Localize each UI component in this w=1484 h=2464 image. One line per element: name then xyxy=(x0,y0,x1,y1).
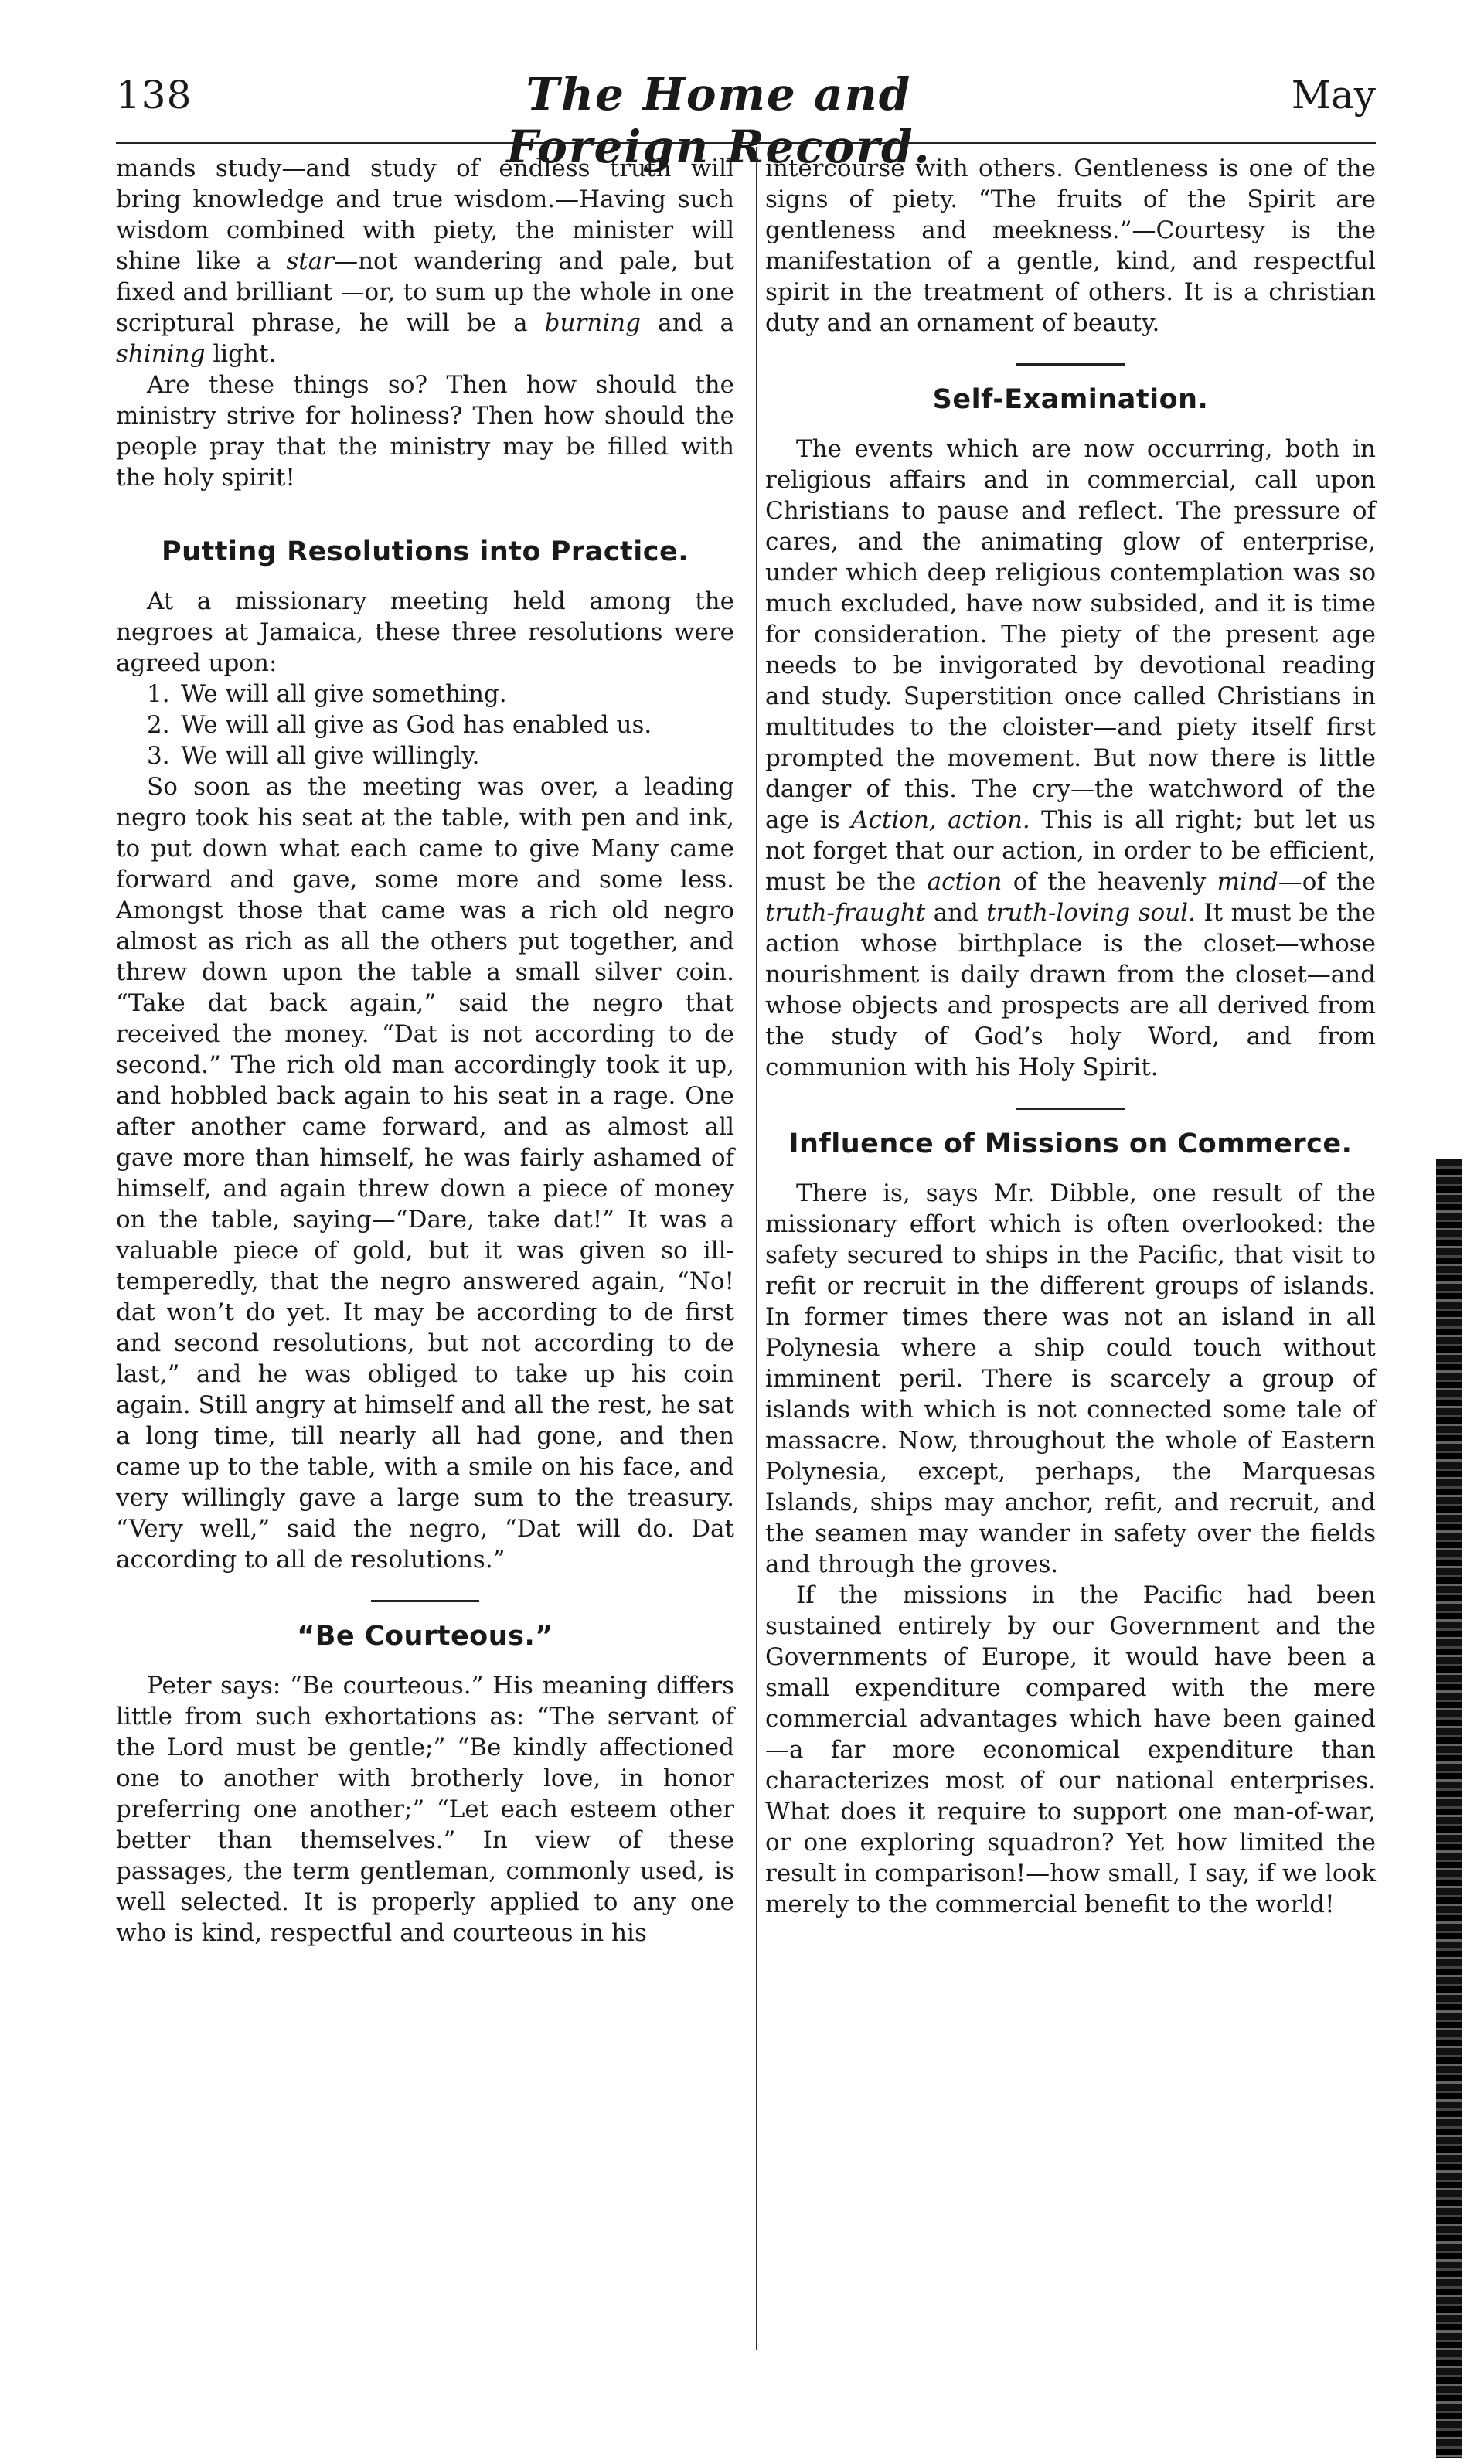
intro-paragraph: mands study—and study of endless truth will bring knowledge and true wisdom.—Having such wisdom combined with piety, the minister will shine like a star—not wandering and pale, but fixed and brilliant —or, to sum up the whole in one scriptural phrase, he will be a burning and a shining light. xyxy=(116,155,735,368)
issue-month: May xyxy=(1291,73,1376,117)
paragraph: Peter says: “Be courteous.” His meaning differs little from such exhortations as: “The servant of the Lord must be gentle;” “Be kindly affectioned one to another with brotherly love, in honor preferring one another;” “Let each esteem other better than themselves.” In view of these passages, the term gentleman, commonly used, is well selected. It is properly applied to any one who is kind, respectful and courteous in his xyxy=(116,1672,734,1947)
list-item: 3. We will all give willingly. xyxy=(147,742,480,770)
scan-edge-mark xyxy=(1436,1159,1462,2458)
journal-title: The Home and Foreign Record. xyxy=(506,68,931,173)
header-rule xyxy=(116,142,1376,144)
paragraph: Are these things so? Then how should the ministry strive for holiness? Then how should the people pray that the ministry may be filled with the holy spirit! xyxy=(116,371,734,492)
column-divider xyxy=(756,147,757,2350)
paragraph: So soon as the meeting was over, a leading negro took his seat at the table, with pen and ink, to put down what each came to give Many came forward and gave, some more and some less. Amongst those that came was a rich old negro almost as rich as all the others put together, and threw down upon the table a small silver coin. “Take dat back again,” said the negro that received the money. “Dat is not according to de second.” The rich old man accordingly took it up, and hobbled back again to his seat in a rage. One after another came forward, and as almost all gave more than himself, he was fairly ashamed of himself, and again threw down a piece of money on the table, saying—“Dare, take dat!” It was a valuable piece of gold, but it was given so ill-temperedly, that the negro answered again, “No! dat won’t do yet. It may be according to de first and second resolutions, but not according to de last,” and he was obliged to take up his coin again. Still angry at himself and all the rest, he sat a long time, till nearly all had gone, and then came up to the table, with a smile on his face, and very willingly gave a large sum to the treasury. “Very well,” said the negro, “Dat will do. Dat according to all de resolutions.” xyxy=(116,773,734,1574)
list-item: 1. We will all give something. xyxy=(147,680,507,708)
right-column xyxy=(765,153,1376,1920)
paragraph: There is, says Mr. Dibble, one result of the missionary effort which is often overlooked: the safety secured to ships in the Pacific, that visit to refit or recruit in the different groups of islands. In former times there was not an island in all Polynesia where a ship could touch without imminent peril. There is scarcely a group of islands with which is not connected some tale of massacre. Now, throughout the whole of Eastern Polynesia, except, perhaps, the Marquesas Islands, ships may anchor, refit, and recruit, and the seamen may wander in safety over the fields and through the groves. xyxy=(765,1179,1376,1578)
section-heading-resolutions: Putting Resolutions into Practice. xyxy=(161,536,689,567)
paragraph: At a missionary meeting held among the negroes at Jamaica, these three resolutions were agreed upon: xyxy=(116,587,734,677)
section-heading-missions-commerce: Influence of Missions on Commerce. xyxy=(788,1128,1353,1159)
paragraph: The events which are now occurring, both in religious affairs and in commercial, call upon Christians to pause and reflect. The pressure of cares, and the animating glow of enterprise, under which deep religious contemplation was so much excluded, have now subsided, and it is time for consideration. The piety of the present age needs to be invigorated by devotional reading and study. Superstition once called Christians in multitudes to the cloister—and piety itself first prompted the movement. But now there is little danger of this. The cry—the watchword of the age is Action, action. This is all right; but let us not forget that our action, in order to be efficient, must be the action of the heavenly mind—of the truth-fraught and truth-loving soul. It must be the action whose birthplace is the closet—whose nourishment is daily drawn from the closet—and whose objects and prospects are all derived from the study of God’s holy Word, and from communion with his Holy Spirit. xyxy=(765,435,1377,1081)
section-heading-self-examination: Self-Examination. xyxy=(932,384,1209,415)
paragraph: If the missions in the Pacific had been sustained entirely by our Government and the Governments of Europe, it would have been a small expenditure compared with the mere commercial advantages which have been gained—a far more economical expenditure than characterizes most of our national enterprises. What does it require to support one man-of-war, or one exploring squadron? Yet how limited the result in comparison!—how small, I say, if we look merely to the commercial benefit to the world! xyxy=(765,1581,1376,1918)
paragraph: intercourse with others. Gentleness is one of the signs of piety. “The fruits of the Spirit are gentleness and meekness.”—Courtesy is the manifestation of a gentle, kind, and respectful spirit in the treatment of others. It is a christian duty and an ornament of beauty. xyxy=(765,155,1376,337)
page-header xyxy=(116,68,1376,173)
list-item: 2. We will all give as God has enabled us. xyxy=(147,711,652,739)
section-heading-courteous: “Be Courteous.” xyxy=(297,1621,553,1652)
page-number: 138 xyxy=(116,73,192,117)
left-column xyxy=(116,153,734,1948)
